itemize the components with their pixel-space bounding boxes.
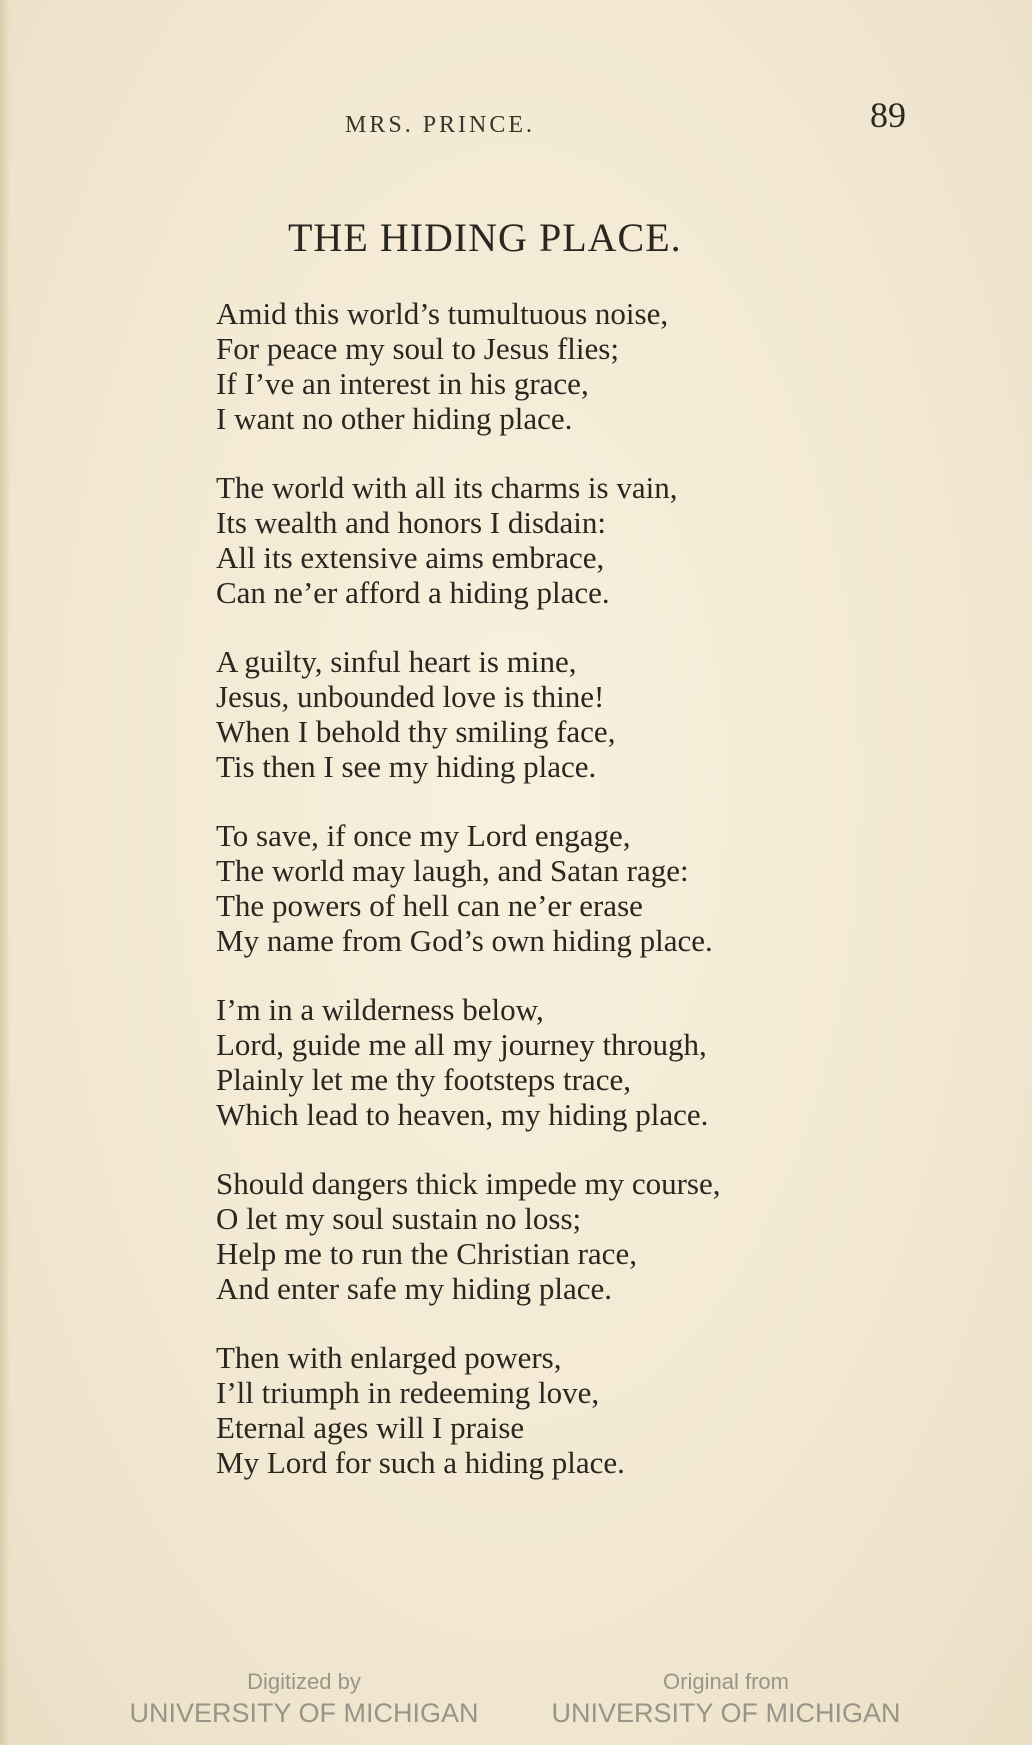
original-from-watermark — [526, 1668, 926, 1730]
poem-line: To save, if once my Lord engage, — [216, 818, 631, 853]
stanza-1 — [216, 296, 856, 436]
poem-line: Lord, guide me all my journey through, — [216, 1027, 707, 1062]
poem-line: If I’ve an interest in his grace, — [216, 366, 589, 401]
poem-line: Tis then I see my hiding place. — [216, 749, 597, 784]
page-gutter-shadow — [0, 0, 10, 1745]
poem-title: THE HIDING PLACE. — [288, 215, 682, 260]
poem-line: A guilty, sinful heart is mine, — [216, 644, 577, 679]
page-number: 89 — [870, 95, 906, 135]
poem-line: When I behold thy smiling face, — [216, 714, 616, 749]
poem-line: All its extensive aims embrace, — [216, 540, 605, 575]
poem-line: Eternal ages will I praise — [216, 1410, 525, 1445]
stanza-3 — [216, 644, 856, 784]
poem-line: The world with all its charms is vain, — [216, 470, 678, 505]
stanza-4 — [216, 818, 856, 958]
poem-line: Plainly let me thy footsteps trace, — [216, 1062, 631, 1097]
digitized-by-watermark — [104, 1668, 504, 1730]
poem-line: My name from God’s own hiding place. — [216, 923, 713, 958]
poem-line: Amid this world’s tumultuous noise, — [216, 296, 669, 331]
poem-line: Then with enlarged powers, — [216, 1340, 562, 1375]
poem-line: I’ll triumph in redeeming love, — [216, 1375, 600, 1410]
poem-line: Jesus, unbounded love is thine! — [216, 679, 605, 714]
original-from-label: Original from — [663, 1669, 789, 1694]
poem-line: Which lead to heaven, my hiding place. — [216, 1097, 709, 1132]
poem-line: And enter safe my hiding place. — [216, 1271, 612, 1306]
poem-line: I want no other hiding place. — [216, 401, 573, 436]
running-head: MRS. PRINCE. — [345, 112, 536, 138]
poem-body — [216, 296, 856, 1514]
stanza-2 — [216, 470, 856, 610]
stanza-5 — [216, 992, 856, 1132]
stanza-7 — [216, 1340, 856, 1480]
poem-line: The powers of hell can ne’er erase — [216, 888, 643, 923]
poem-line: Can ne’er afford a hiding place. — [216, 575, 610, 610]
digitizing-institution: UNIVERSITY OF MICHIGAN — [129, 1698, 479, 1728]
poem-line: I’m in a wilderness below, — [216, 992, 544, 1027]
poem-line: The world may laugh, and Satan rage: — [216, 853, 689, 888]
original-institution: UNIVERSITY OF MICHIGAN — [551, 1698, 901, 1728]
poem-line: For peace my soul to Jesus flies; — [216, 331, 619, 366]
poem-line: Its wealth and honors I disdain: — [216, 505, 607, 540]
poem-line: Should dangers thick impede my course, — [216, 1166, 721, 1201]
poem-line: O let my soul sustain no loss; — [216, 1201, 582, 1236]
stanza-6 — [216, 1166, 856, 1306]
poem-line: My Lord for such a hiding place. — [216, 1445, 625, 1480]
digitized-by-label: Digitized by — [247, 1669, 361, 1694]
poem-line: Help me to run the Christian race, — [216, 1236, 637, 1271]
